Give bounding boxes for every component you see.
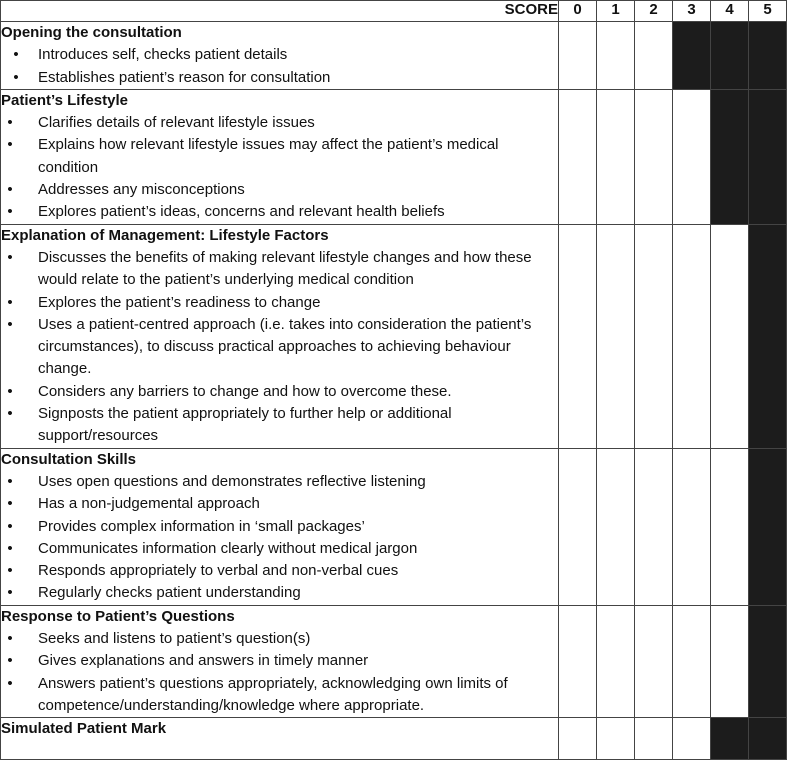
section-row — [1, 224, 787, 448]
score-cell[interactable] — [559, 89, 597, 224]
score-cell[interactable] — [597, 89, 635, 224]
criterion-text: Answers patient’s questions appropriately, acknowledging own limits of competence/understanding/knowledge where appropriate. — [38, 674, 508, 714]
criterion-text: Explores patient’s ideas, concerns and relevant health beliefs — [38, 203, 445, 221]
score-column-header: 3 — [673, 1, 711, 22]
section-title: Response to Patient’s Questions — [1, 607, 235, 625]
criterion-item — [1, 582, 558, 604]
score-cell[interactable] — [673, 448, 711, 605]
criterion-text: Gives explanations and answers in timely manner — [38, 652, 369, 670]
bullet-icon: • — [7, 652, 13, 670]
bullet-icon: • — [13, 68, 19, 86]
criterion-text: Uses a patient-centred approach (i.e. takes into consideration the patient’s circumstances), to discuss practical approaches to achieving behaviour change. — [38, 315, 532, 378]
criterion-text: Explains how relevant lifestyle issues may affect the patient’s medical condition — [38, 136, 499, 176]
criterion-item — [1, 403, 558, 448]
criterion-item — [1, 628, 558, 650]
score-cell[interactable] — [673, 605, 711, 717]
section-cell — [1, 89, 559, 224]
score-cell[interactable] — [635, 718, 673, 760]
criterion-item — [1, 179, 558, 201]
score-cell-unavailable — [749, 224, 787, 448]
score-header-label: SCORE — [1, 1, 559, 22]
score-cell[interactable] — [597, 22, 635, 90]
score-cell[interactable] — [559, 22, 597, 90]
score-cell[interactable] — [597, 448, 635, 605]
score-cell[interactable] — [673, 89, 711, 224]
bullet-icon: • — [7, 584, 13, 602]
section-cell — [1, 224, 559, 448]
score-column-header: 4 — [711, 1, 749, 22]
criterion-item — [1, 247, 558, 292]
criterion-text: Clarifies details of relevant lifestyle issues — [38, 114, 315, 132]
score-cell[interactable] — [559, 224, 597, 448]
criteria-list — [1, 247, 558, 448]
score-cell-unavailable — [711, 22, 749, 90]
bullet-icon: • — [7, 472, 13, 490]
score-cell-unavailable — [749, 605, 787, 717]
criterion-item — [1, 292, 558, 314]
criterion-item — [1, 516, 558, 538]
criteria-list — [1, 471, 558, 605]
score-column-header: 0 — [559, 1, 597, 22]
score-cell[interactable] — [559, 605, 597, 717]
section-cell — [1, 718, 559, 760]
section-row — [1, 718, 787, 760]
score-cell[interactable] — [559, 448, 597, 605]
score-cell[interactable] — [635, 224, 673, 448]
score-cell-unavailable — [749, 89, 787, 224]
score-cell[interactable] — [673, 224, 711, 448]
score-cell-unavailable — [711, 718, 749, 760]
criterion-text: Has a non-judgemental approach — [38, 495, 260, 513]
score-cell-unavailable — [749, 718, 787, 760]
criterion-text: Uses open questions and demonstrates reflective listening — [38, 472, 426, 490]
section-cell — [1, 22, 559, 90]
section-row — [1, 448, 787, 605]
criterion-text: Discusses the benefits of making relevant lifestyle changes and how these would relate to the patient’s underlying medical condition — [38, 248, 532, 289]
bullet-icon: • — [7, 405, 13, 423]
score-cell[interactable] — [597, 224, 635, 448]
score-cell[interactable] — [635, 89, 673, 224]
score-column-header: 5 — [749, 1, 787, 22]
bullet-icon: • — [7, 203, 13, 221]
score-cell[interactable] — [559, 718, 597, 760]
score-cell[interactable] — [711, 605, 749, 717]
score-cell-unavailable — [749, 22, 787, 90]
criterion-text: Provides complex information in ‘small packages’ — [38, 517, 365, 535]
criterion-item — [1, 314, 558, 381]
section-row — [1, 89, 787, 224]
bullet-icon: • — [13, 46, 19, 64]
criterion-text: Addresses any misconceptions — [38, 181, 245, 199]
score-cell[interactable] — [711, 224, 749, 448]
score-cell-unavailable — [673, 22, 711, 90]
header-row — [1, 1, 787, 22]
section-title: Simulated Patient Mark — [1, 720, 167, 738]
criterion-item — [1, 44, 558, 66]
bullet-icon: • — [7, 674, 13, 692]
criterion-item — [1, 471, 558, 493]
section-cell — [1, 605, 559, 717]
section-title: Explanation of Management: Lifestyle Factors — [1, 226, 329, 244]
criterion-item — [1, 381, 558, 403]
criterion-text: Signposts the patient appropriately to further help or additional support/resources — [38, 405, 452, 445]
score-cell[interactable] — [635, 22, 673, 90]
criterion-item — [1, 493, 558, 515]
criterion-text: Introduces self, checks patient details — [38, 46, 288, 64]
criterion-text: Responds appropriately to verbal and non-verbal cues — [38, 562, 399, 580]
bullet-icon: • — [7, 517, 13, 535]
bullet-icon: • — [7, 630, 13, 648]
criterion-item — [1, 650, 558, 672]
criterion-item — [1, 134, 558, 179]
criterion-item — [1, 560, 558, 582]
criterion-text: Considers any barriers to change and how to overcome these. — [38, 382, 452, 400]
bullet-icon: • — [7, 114, 13, 132]
bullet-icon: • — [7, 181, 13, 199]
score-cell[interactable] — [673, 718, 711, 760]
criteria-list — [1, 628, 558, 717]
score-cell[interactable] — [597, 718, 635, 760]
criterion-text: Regularly checks patient understanding — [38, 584, 301, 602]
bullet-icon: • — [7, 248, 13, 266]
score-cell[interactable] — [635, 448, 673, 605]
score-cell-unavailable — [711, 89, 749, 224]
bullet-icon: • — [7, 382, 13, 400]
bullet-icon: • — [7, 539, 13, 557]
criterion-item — [1, 538, 558, 560]
criterion-text: Communicates information clearly without medical jargon — [38, 539, 418, 557]
bullet-icon: • — [7, 293, 13, 311]
section-title: Consultation Skills — [1, 450, 137, 468]
score-cell-unavailable — [749, 448, 787, 605]
section-row — [1, 605, 787, 717]
criteria-list — [1, 112, 558, 223]
bullet-icon: • — [7, 562, 13, 580]
section-row — [1, 22, 787, 90]
criterion-text: Explores the patient’s readiness to change — [38, 293, 321, 311]
section-cell — [1, 448, 559, 605]
score-cell[interactable] — [597, 605, 635, 717]
bullet-icon: • — [7, 315, 13, 333]
criterion-item — [1, 673, 558, 718]
criterion-text: Seeks and listens to patient’s question(s) — [38, 630, 311, 648]
criterion-text: Establishes patient’s reason for consultation — [38, 68, 331, 86]
criterion-item — [1, 201, 558, 223]
criteria-list — [1, 44, 558, 89]
bullet-icon: • — [7, 495, 13, 513]
bullet-icon: • — [7, 136, 13, 154]
section-title: Patient’s Lifestyle — [1, 91, 128, 109]
criterion-item — [1, 112, 558, 134]
score-column-header: 1 — [597, 1, 635, 22]
score-cell[interactable] — [711, 448, 749, 605]
score-column-header: 2 — [635, 1, 673, 22]
score-cell[interactable] — [635, 605, 673, 717]
section-title: Opening the consultation — [1, 24, 182, 41]
criterion-item — [1, 67, 558, 89]
